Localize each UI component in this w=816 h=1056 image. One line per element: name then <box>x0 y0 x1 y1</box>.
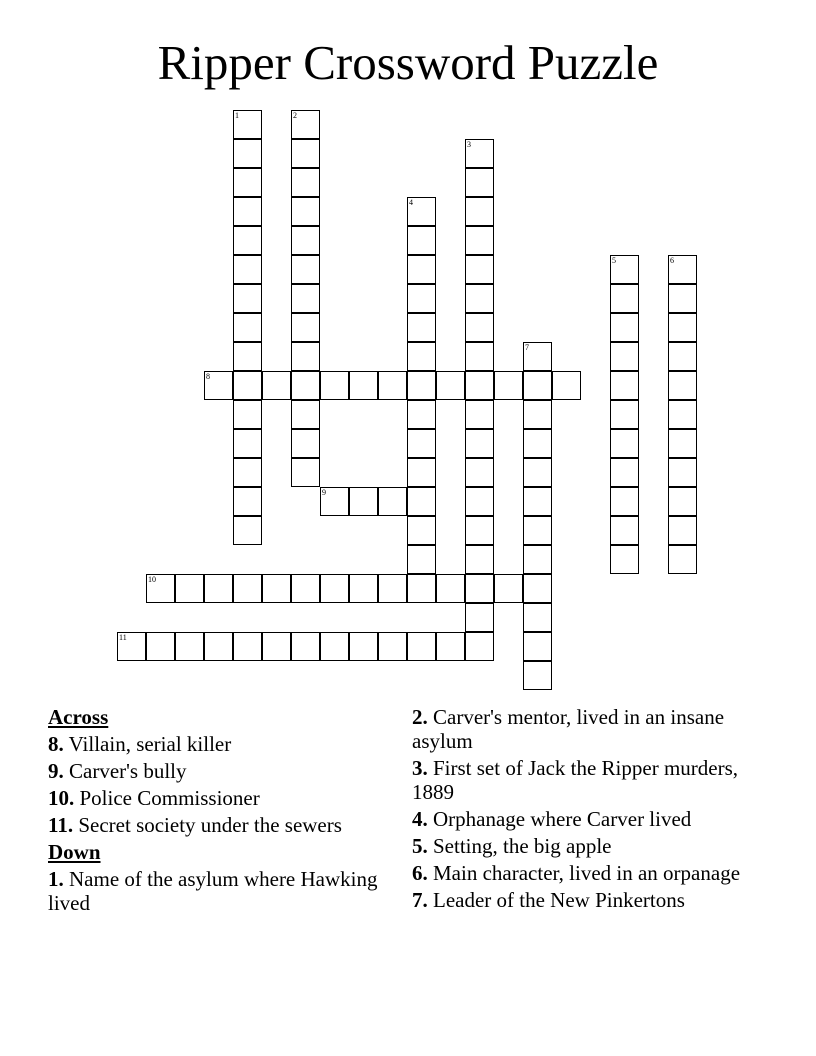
grid-cell[interactable] <box>233 342 262 371</box>
grid-cell[interactable] <box>465 168 494 197</box>
puzzle-title: Ripper Crossword Puzzle <box>157 35 659 90</box>
clue-number: 10. <box>48 786 75 810</box>
grid-cell[interactable] <box>668 429 697 458</box>
grid-cell[interactable] <box>610 400 639 429</box>
clue-number-label: 9 <box>322 488 326 497</box>
grid-cell[interactable] <box>262 574 291 603</box>
grid-cell[interactable] <box>175 632 204 661</box>
grid-cell[interactable] <box>349 487 378 516</box>
grid-cell[interactable] <box>465 574 494 603</box>
clue-text: Setting, the big apple <box>433 834 612 858</box>
grid-cell[interactable] <box>233 458 262 487</box>
grid-cell[interactable] <box>465 487 494 516</box>
grid-cell[interactable] <box>291 168 320 197</box>
grid-cell[interactable] <box>378 371 407 400</box>
grid-cell[interactable] <box>465 226 494 255</box>
grid-cell[interactable] <box>291 313 320 342</box>
grid-cell[interactable] <box>523 371 552 400</box>
grid-cell[interactable] <box>610 342 639 371</box>
grid-cell[interactable] <box>523 400 552 429</box>
grid-cell[interactable] <box>320 574 349 603</box>
grid-cell[interactable] <box>523 487 552 516</box>
grid-cell[interactable] <box>610 371 639 400</box>
clue-across-11 <box>48 813 378 837</box>
grid-cell[interactable] <box>407 458 436 487</box>
grid-cell[interactable] <box>494 371 523 400</box>
clues-left-column <box>48 705 378 918</box>
grid-cell[interactable] <box>378 487 407 516</box>
grid-cell[interactable] <box>668 371 697 400</box>
clue-number: 1. <box>48 867 64 891</box>
grid-cell[interactable] <box>407 255 436 284</box>
grid-cell[interactable] <box>291 429 320 458</box>
grid-cell[interactable] <box>407 545 436 574</box>
grid-cell[interactable] <box>291 632 320 661</box>
grid-cell[interactable] <box>465 516 494 545</box>
grid-cell[interactable] <box>668 545 697 574</box>
grid-cell[interactable] <box>233 516 262 545</box>
clue-text: Police Commissioner <box>79 786 260 810</box>
grid-cell[interactable] <box>523 516 552 545</box>
grid-cell[interactable] <box>233 168 262 197</box>
grid-cell[interactable] <box>465 603 494 632</box>
grid-cell[interactable] <box>233 371 262 400</box>
grid-cell[interactable] <box>291 226 320 255</box>
clue-number-label: 6 <box>670 256 674 265</box>
down-heading: Down <box>48 840 101 864</box>
grid-cell[interactable] <box>407 342 436 371</box>
grid-cell[interactable] <box>407 197 436 226</box>
grid-cell[interactable] <box>407 516 436 545</box>
clue-text: Leader of the New Pinkertons <box>433 888 685 912</box>
clue-down-6 <box>412 861 757 885</box>
clue-text: Secret society under the sewers <box>78 813 342 837</box>
grid-cell[interactable] <box>233 226 262 255</box>
clue-number-label: 5 <box>612 256 616 265</box>
clue-number: 6. <box>412 861 428 885</box>
grid-cell[interactable] <box>291 139 320 168</box>
grid-cell[interactable] <box>610 313 639 342</box>
clue-down-3 <box>412 756 757 804</box>
grid-cell[interactable] <box>291 284 320 313</box>
clue-number-label: 2 <box>293 111 297 120</box>
grid-cell[interactable] <box>465 458 494 487</box>
clue-down-2 <box>412 705 757 753</box>
grid-cell[interactable] <box>610 516 639 545</box>
grid-cell[interactable] <box>233 139 262 168</box>
grid-cell[interactable] <box>436 632 465 661</box>
grid-cell[interactable] <box>465 197 494 226</box>
grid-cell[interactable] <box>204 632 233 661</box>
clue-down-1 <box>48 867 378 915</box>
grid-cell[interactable] <box>233 400 262 429</box>
grid-cell[interactable] <box>262 632 291 661</box>
clue-text: Carver's bully <box>69 759 187 783</box>
grid-cell[interactable] <box>465 342 494 371</box>
grid-cell[interactable] <box>668 284 697 313</box>
clue-text: Orphanage where Carver lived <box>433 807 692 831</box>
grid-cell[interactable] <box>291 255 320 284</box>
grid-cell[interactable] <box>233 487 262 516</box>
grid-cell[interactable] <box>465 139 494 168</box>
clue-down-4 <box>412 807 757 831</box>
grid-cell[interactable] <box>320 632 349 661</box>
clue-down-5 <box>412 834 757 858</box>
grid-cell[interactable] <box>204 574 233 603</box>
grid-cell[interactable] <box>291 342 320 371</box>
grid-cell[interactable] <box>407 313 436 342</box>
grid-cell[interactable] <box>465 284 494 313</box>
grid-cell[interactable] <box>668 342 697 371</box>
clues-right-column <box>412 705 757 915</box>
clue-down-7 <box>412 888 757 912</box>
grid-cell[interactable] <box>320 371 349 400</box>
grid-cell[interactable] <box>668 400 697 429</box>
grid-cell[interactable] <box>233 313 262 342</box>
grid-cell[interactable] <box>407 284 436 313</box>
clue-across-10 <box>48 786 378 810</box>
grid-cell[interactable] <box>291 400 320 429</box>
clue-text: Villain, serial killer <box>68 732 232 756</box>
grid-cell[interactable] <box>668 313 697 342</box>
grid-cell[interactable] <box>436 371 465 400</box>
grid-cell[interactable] <box>378 574 407 603</box>
grid-cell[interactable] <box>465 313 494 342</box>
grid-cell[interactable] <box>668 487 697 516</box>
clue-number: 9. <box>48 759 64 783</box>
grid-cell[interactable] <box>523 632 552 661</box>
grid-cell[interactable] <box>407 429 436 458</box>
grid-cell[interactable] <box>204 371 233 400</box>
clue-number-label: 3 <box>467 140 471 149</box>
grid-cell[interactable] <box>349 574 378 603</box>
grid-cell[interactable] <box>494 574 523 603</box>
grid-cell[interactable] <box>349 632 378 661</box>
grid-cell[interactable] <box>610 284 639 313</box>
across-heading: Across <box>48 705 109 729</box>
grid-cell[interactable] <box>233 574 262 603</box>
clue-number-label: 10 <box>148 575 156 584</box>
clue-number-label: 11 <box>119 633 127 642</box>
grid-cell[interactable] <box>233 197 262 226</box>
grid-cell[interactable] <box>610 545 639 574</box>
clue-number-label: 4 <box>409 198 413 207</box>
clue-number: 11. <box>48 813 74 837</box>
clue-number: 7. <box>412 888 428 912</box>
grid-cell[interactable] <box>465 371 494 400</box>
grid-cell[interactable] <box>291 110 320 139</box>
clue-text: Name of the asylum where Hawking lived <box>48 867 378 915</box>
grid-cell[interactable] <box>465 429 494 458</box>
clue-number: 8. <box>48 732 64 756</box>
grid-cell[interactable] <box>668 516 697 545</box>
grid-cell[interactable] <box>523 545 552 574</box>
grid-cell[interactable] <box>523 342 552 371</box>
grid-cell[interactable] <box>407 487 436 516</box>
grid-cell[interactable] <box>233 284 262 313</box>
grid-cell[interactable] <box>465 255 494 284</box>
grid-cell[interactable] <box>407 400 436 429</box>
grid-cell[interactable] <box>465 545 494 574</box>
grid-cell[interactable] <box>407 632 436 661</box>
grid-cell[interactable] <box>610 458 639 487</box>
grid-cell[interactable] <box>233 255 262 284</box>
clue-number: 4. <box>412 807 428 831</box>
clue-text: Main character, lived in an orpanage <box>433 861 741 885</box>
grid-cell[interactable] <box>291 371 320 400</box>
grid-cell[interactable] <box>262 371 291 400</box>
grid-cell[interactable] <box>291 197 320 226</box>
grid-cell[interactable] <box>378 632 407 661</box>
grid-cell[interactable] <box>465 632 494 661</box>
grid-cell[interactable] <box>146 632 175 661</box>
clue-number-label: 7 <box>525 343 529 352</box>
clue-number-label: 8 <box>206 372 210 381</box>
grid-cell[interactable] <box>610 429 639 458</box>
grid-cell[interactable] <box>436 574 465 603</box>
clue-number: 2. <box>412 705 428 729</box>
clue-number-label: 1 <box>235 111 239 120</box>
grid-cell[interactable] <box>233 110 262 139</box>
grid-cell[interactable] <box>117 632 146 661</box>
grid-cell[interactable] <box>610 255 639 284</box>
grid-cell[interactable] <box>668 255 697 284</box>
grid-cell[interactable] <box>349 371 378 400</box>
grid-cell[interactable] <box>320 487 349 516</box>
grid-cell[interactable] <box>552 371 581 400</box>
clue-across-9 <box>48 759 378 783</box>
grid-cell[interactable] <box>668 458 697 487</box>
grid-cell[interactable] <box>407 574 436 603</box>
grid-cell[interactable] <box>465 400 494 429</box>
grid-cell[interactable] <box>146 574 175 603</box>
grid-cell[interactable] <box>523 574 552 603</box>
grid-cell[interactable] <box>407 226 436 255</box>
grid-cell[interactable] <box>523 458 552 487</box>
clue-text: Carver's mentor, lived in an insane asylum <box>412 705 725 753</box>
grid-cell[interactable] <box>291 574 320 603</box>
grid-cell[interactable] <box>610 487 639 516</box>
grid-cell[interactable] <box>523 429 552 458</box>
grid-cell[interactable] <box>523 661 552 690</box>
grid-cell[interactable] <box>291 458 320 487</box>
clue-text: First set of Jack the Ripper murders, 1889 <box>412 756 739 804</box>
grid-cell[interactable] <box>233 632 262 661</box>
grid-cell[interactable] <box>523 603 552 632</box>
grid-cell[interactable] <box>233 429 262 458</box>
clue-across-8 <box>48 732 378 756</box>
clue-number: 3. <box>412 756 428 780</box>
grid-cell[interactable] <box>175 574 204 603</box>
clue-number: 5. <box>412 834 428 858</box>
grid-cell[interactable] <box>407 371 436 400</box>
